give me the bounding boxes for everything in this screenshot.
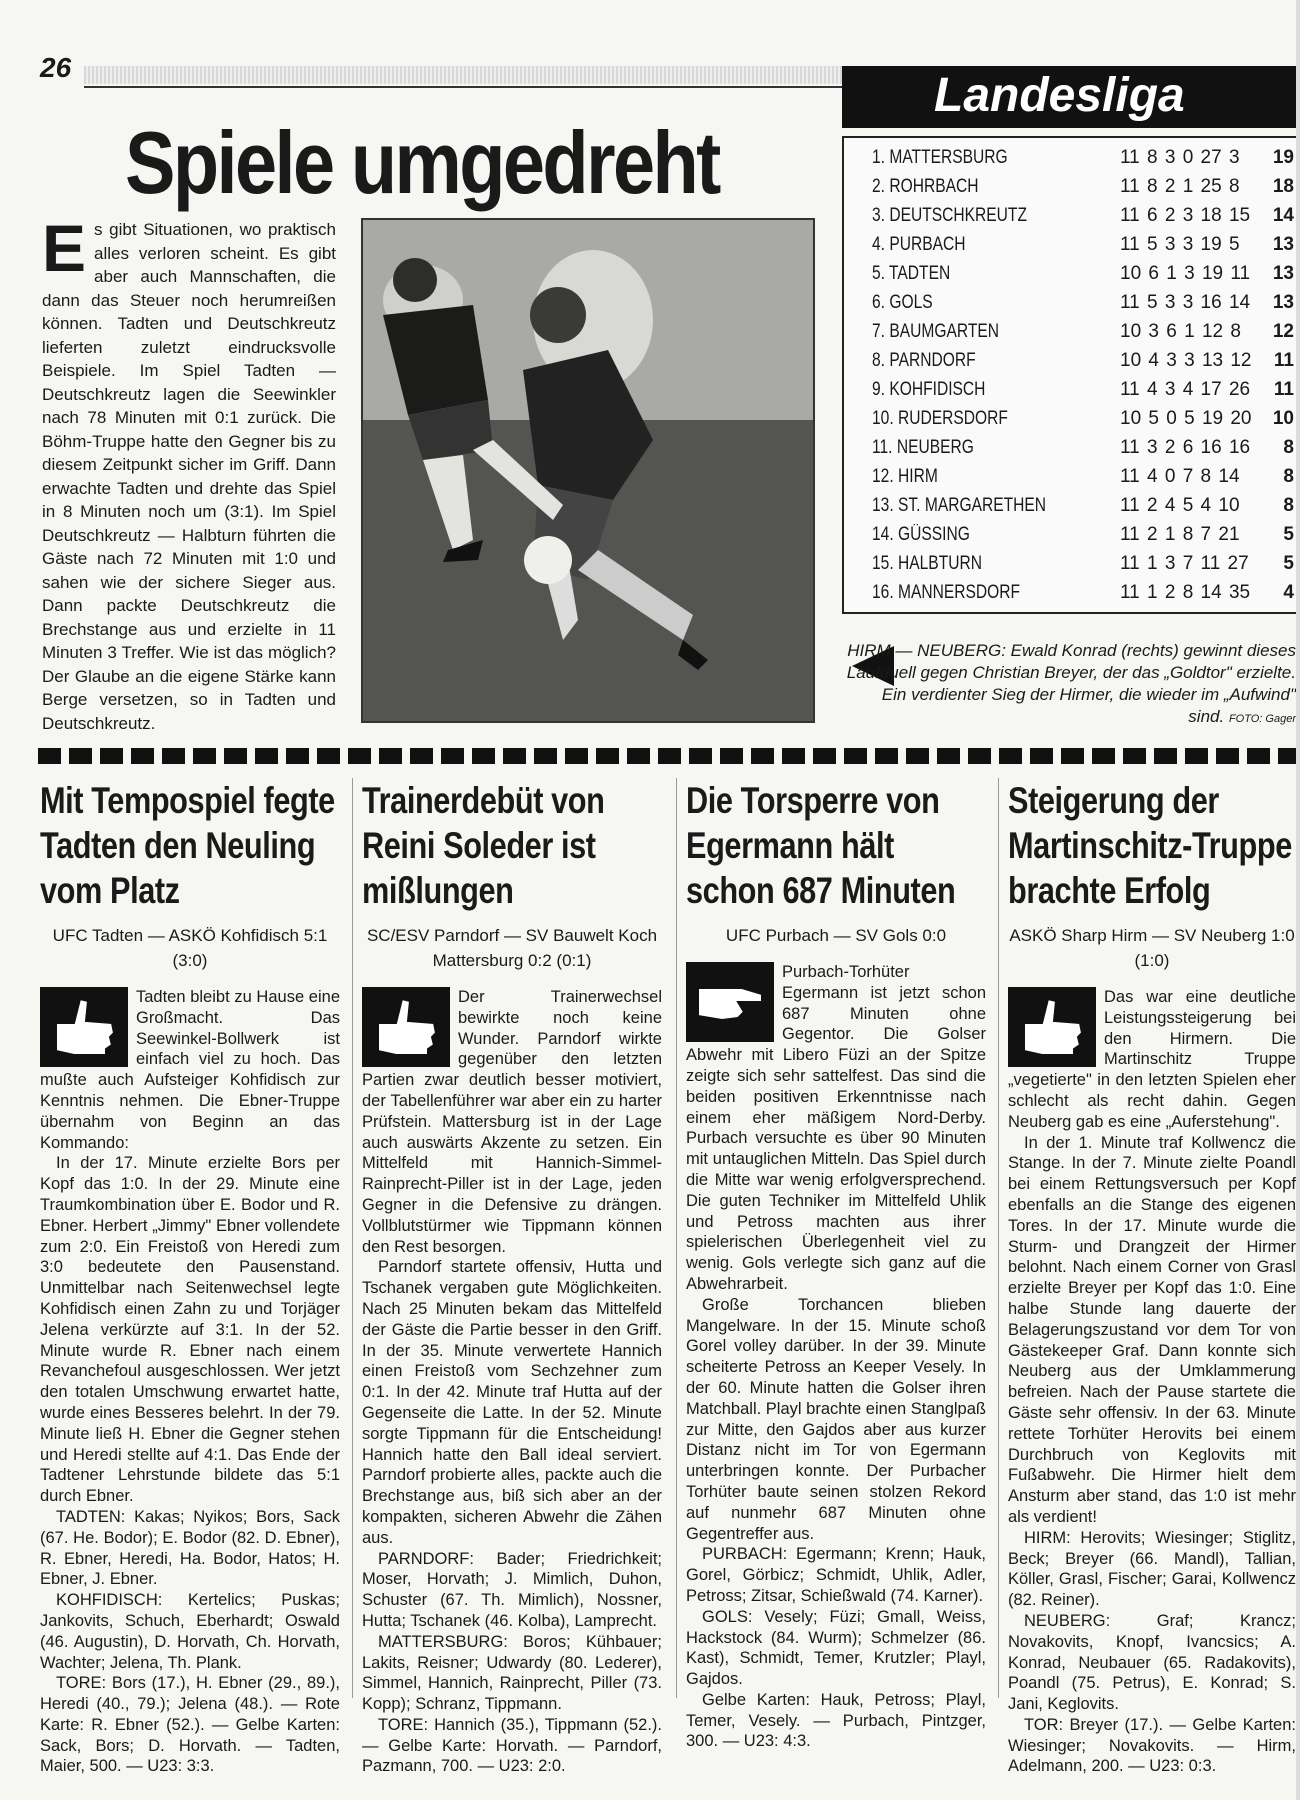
team-points: 11 (1273, 379, 1294, 400)
team-rank: 1. (872, 147, 886, 168)
photo-credit: FOTO: Gager (1228, 713, 1296, 725)
match-result: ASKÖ Sharp Hirm — SV Neuberg 1:0 (1:0) (1009, 926, 1295, 970)
match-facts: Gelbe Karten: Hauk, Petross; Playl, Temer, Vesely. — Purbach, Pintzger, 300. — U23: 4:3. (686, 1690, 986, 1751)
paragraph: Purbach-Torhüter Egermann ist jetzt schon 687 Minuten ohne Gegentor. Die Golser Abwehr mit Libero Füzi an der Spitze zeigte sich sehr sattelfest. Das sind die beiden positiven Erkenntnisse nach einem eher mäßigem Nord-Derby. Purbach versuchte es über 90 Minuten mit untauglichen Mitteln. Das Spiel durch die Mitte war wenig erfolgversprechend. Die guten Techniker im Mittelfeld Uhlik und Petross machten aus ihrer spielerischen Überlegenheit viel zu wenig. Gols verlegte sich ganz auf die Abwehrarbeit. (686, 963, 986, 1293)
article-title: Steigerung der Martinschitz-Truppe brachte Erfolg (1008, 780, 1292, 911)
lineup: PARNDORF: Bader; Friedrichkeit; Moser, Horvath; J. Mimlich, Duhon, Schuster (67. Th. Mimlich), Nossner, Hutta; Tschanek (46. Kolba), Lamprecht. (362, 1549, 662, 1630)
table-row (844, 347, 1300, 376)
table-row (844, 550, 1300, 579)
team-stats: 11 5 3 3 19 5 (1120, 234, 1240, 255)
team-points: 8 (1283, 466, 1294, 487)
team-stats: 11 8 2 1 25 8 (1120, 176, 1240, 197)
table-row (844, 463, 1300, 492)
team-points: 10 (1272, 408, 1294, 429)
article-body (362, 987, 662, 1777)
team-stats: 11 8 3 0 27 3 (1120, 147, 1240, 168)
team-label: HIRM (897, 466, 938, 487)
team-label: PARNDORF (889, 350, 976, 371)
team-stats: 10 5 0 5 19 20 (1120, 408, 1252, 429)
thumbs-up-icon (362, 987, 450, 1067)
match-photo (361, 218, 815, 723)
table-row (844, 231, 1300, 260)
section-divider (38, 748, 1300, 764)
football-players-illustration (363, 220, 813, 721)
thumb-sideways-icon (686, 962, 774, 1042)
table-row (844, 376, 1300, 405)
team-name (872, 144, 1008, 173)
team-label: RUDERSDORF (897, 408, 1008, 429)
team-name (872, 463, 938, 492)
team-points: 18 (1272, 176, 1294, 197)
team-rank: 16. (872, 582, 894, 603)
team-points: 12 (1272, 321, 1294, 342)
team-rank: 2. (872, 176, 886, 197)
table-row (844, 434, 1300, 463)
team-stats: 10 6 1 3 19 11 (1120, 263, 1251, 284)
team-label: MATTERSBURG (889, 147, 1008, 168)
team-rank: 5. (872, 263, 886, 284)
team-rank: 11. (872, 437, 893, 458)
team-rank: 10. (872, 408, 894, 429)
match-facts: TORE: Hannich (35.), Tippmann (52.). — Gelbe Karte: Horvath. — Parndorf, Pazmann, 700. — U23: 2:0. (362, 1715, 662, 1776)
team-name (872, 492, 1046, 521)
team-label: GOLS (889, 292, 933, 313)
match-result: SC/ESV Parndorf — SV Bauwelt Koch Mattersburg 0:2 (0:1) (366, 926, 658, 970)
team-label: MANNERSDORF (897, 582, 1021, 603)
team-points: 8 (1283, 495, 1294, 516)
article-body (686, 962, 986, 1752)
page-edge (1296, 0, 1300, 1800)
lineup: GOLS: Vesely; Füzi; Gmall, Weiss, Hackstock (84. Wurm); Schmelzer (86. Kast), Schmidt, Temer, Krutzler; Playl, Gajdos. (686, 1607, 986, 1689)
table-row (844, 579, 1300, 608)
team-name (872, 260, 950, 289)
team-points: 13 (1272, 263, 1294, 284)
thumbs-up-icon (1008, 987, 1096, 1067)
team-name (872, 434, 974, 463)
team-rank: 6. (872, 292, 886, 313)
team-label: BAUMGARTEN (889, 321, 999, 342)
team-label: HALBTURN (897, 553, 982, 574)
team-stats: 10 4 3 3 13 12 (1120, 350, 1252, 371)
match-facts: TORE: Bors (17.), H. Ebner (29., 89.), Heredi (40., 79.); Jelena (48.). — Rote Karte: R. Ebner (52.). — Gelbe Karten: Sack, Bors; D. Horvath. — Tadten, Maier, 500. — U23: 3:3. (40, 1674, 340, 1776)
paragraph: In der 1. Minute traf Kollwencz die Stange. In der 7. Minute zielte Poandl bei einem Rettungsversuch per Kopf ebenfalls an die Stange des eigenen Tores. In der 17. Minute wurde die Sturm- und Drangzeit der Hirmer belohnt. Nach einem Corner von Grasl erzielte Breyer per Kopf das 1:0. Eine halbe Stunde lang dauerte der Belagerungszustand vor dem Tor von Gästekeeper Graf. Dann konnte sich Neuberg aus der Umklammerung befreien. Nach der Pause startete die Gäste sehr offensiv. In der 63. Minute rettete Torhüter Herovits bei einem Durchbruch von Keglovits mit Fußabwehr. Die Hirmer hielt dem Ansturm aber stand, das 1:0 ist mehr als verdient! (1008, 1133, 1296, 1526)
match-facts: TOR: Breyer (17.). — Gelbe Karten: Wiesinger; Novakovits. — Hirm, Adelmann, 200. — U23: 0:3. (1008, 1715, 1296, 1776)
team-name (872, 347, 976, 376)
team-stats: 11 3 2 6 16 16 (1120, 437, 1251, 458)
team-name (872, 318, 999, 347)
team-name (872, 376, 985, 405)
dropcap: E (42, 211, 87, 285)
team-name (872, 579, 1020, 608)
paragraph: In der 17. Minute erzielte Bors per Kopf das 1:0. In der 29. Minute eine Traumkombination über E. Bodor und R. Ebner. Herbert „Jimmy" Ebner vollendete zum 2:0. Ein Freistoß von Heredi zum 3:0 bedeutete den Pausenstand. Unmittelbar nach Seitenwechsel legte Kohfidisch einen Zahn zu und Torjäger Jelena verkürzte auf 3:1. In der 52. Minute wurde R. Ebner nach einem Revanchefoul ausgeschlossen. Wer jetzt den totalen Umschwung erwartet hatte, wurde eines Besseres belehrt. In der 79. Minute ließ H. Ebner die Gegner stehen und Heredi stellte auf 4:1. Das Ende der Tadtener Lehrstunde bildete das 5:1 durch Ebner. (40, 1154, 340, 1506)
intro-text (42, 211, 336, 735)
paragraph: Das war eine deutliche Leistungssteigerung bei den Hirmern. Die Martinschitz Truppe „vegetierte" in den letzten Spielen eher schlecht als recht dahin. Gegen Neuberg gab es eine „Auferstehung". (1008, 988, 1296, 1131)
column-divider (998, 778, 999, 1698)
photo-caption (842, 640, 1296, 730)
lineup: HIRM: Herovits; Wiesinger; Stiglitz, Beck; Breyer (66. Mandl), Tallian, Köller, Grasl, Fischer; Garai, Kollwencz (82. Reiner). (1008, 1528, 1296, 1610)
table-row (844, 144, 1300, 173)
team-rank: 9. (872, 379, 886, 400)
paragraph: Große Torchancen blieben Mangelware. In der 15. Minute schoß Gorel volley darüber. In der 39. Minute scheiterte Petross an Keeper Vesely. In der 60. Minute hatten die Golser ihren Matchball. Playl brachte einen Stanglpaß zur Mitte, den Gajdos aber aus kurzer Distanz nicht im Tor von Egermann unterbringen konnte. Der Purbacher Torhüter baute seinen stolzen Rekord auf nunmehr 687 Minuten ohne Gegentreffer aus. (686, 1295, 986, 1543)
team-name (872, 202, 1027, 231)
article-parndorf (362, 778, 662, 1777)
lineup: NEUBERG: Graf; Krancz; Novakovits, Knopf, Ivancsics; A. Konrad, Neubauer (65. Radakovits), Poandl (75. Petrus), E. Konrad; S. Jani, Keglovits. (1008, 1611, 1296, 1714)
header-line (84, 86, 844, 88)
team-rank: 8. (872, 350, 886, 371)
team-name (872, 405, 1008, 434)
league-banner (842, 66, 1300, 128)
team-stats: 11 1 3 7 11 27 (1120, 553, 1249, 574)
article-title: Mit Tempospiel fegte Tadten den Neuling vom Platz (40, 780, 335, 911)
article-hirm (1008, 778, 1296, 1777)
column-divider (352, 778, 353, 1698)
team-name (872, 173, 978, 202)
lineup: PURBACH: Egermann; Krenn; Hauk, Gorel, Görbicz; Schmidt, Uhlik, Adler, Petross; Zitsar, Schießwald (74. Karner). (686, 1545, 986, 1605)
team-label: DEUTSCHKREUTZ (889, 205, 1027, 226)
paragraph: Parndorf startete offensiv, Hutta und Tschanek vergaben gute Möglichkeiten. Nach 25 Minuten bekam das Mittelfeld der Gäste die Partie besser in den Griff. In der 35. Minute verwertete Hannich einen Freistoß vom Sechzehner zum 0:1. In der 42. Minute traf Hutta auf der Gegenseite die Latte. In der 52. Minute sorgte Tippmann für die Entscheidung! Hannich hatte den Ball ideal serviert. Parndorf probierte alles, packte auch die Brechstange aus, biß sich aber an der kompakten, sicheren Abwehr die Zähen aus. (362, 1258, 662, 1547)
team-points: 19 (1272, 147, 1294, 168)
caption-text: HIRM — NEUBERG: Ewald Konrad (rechts) gewinnt dieses Laufduell gegen Christian Breyer, der das „Goldtor" erzielte. Ein verdienter Sieg der Hirmer, die wieder im „Aufwind" sind. (846, 641, 1296, 726)
table-row (844, 260, 1300, 289)
team-points: 5 (1283, 553, 1294, 574)
lineup: MATTERSBURG: Boros; Kühbauer; Lakits, Reisner; Udwardy (80. Lederer), Simmel, Hannich, Rainprecht, Piller (73. Kopp); Schranz, Tippmann. (362, 1632, 662, 1714)
article-body (1008, 987, 1296, 1777)
paragraph: Der Trainerwechsel bewirkte noch keine Wunder. Parndorf wirkte gegenüber den letzten Partien zwar deutlich besser motiviert, der Tabellenführer war aber ein zu harter Prüfstein. Mattersburg ist in der Lage auch auswärts Akzente zu setzen. Ein Mittelfeld mit Hannich-Simmel-Rainprecht-Piller ist in der Lage, jeden Gegner in die Defensive zu drängen. Vollblutstürmer wie Tippmann können den Rest besorgen. (362, 988, 662, 1256)
team-points: 14 (1272, 205, 1294, 226)
team-name (872, 550, 982, 579)
article-title: Die Torsperre von Egermann hält schon 687 Minuten (686, 780, 956, 911)
team-stats: 10 3 6 1 12 8 (1120, 321, 1241, 342)
team-points: 13 (1272, 292, 1294, 313)
column-divider (676, 778, 677, 1698)
league-table (842, 136, 1300, 614)
team-stats: 11 5 3 3 16 14 (1120, 292, 1251, 313)
table-row (844, 173, 1300, 202)
article-title: Trainerdebüt von Reini Soleder ist mißlungen (362, 780, 605, 911)
table-row (844, 405, 1300, 434)
team-stats: 11 2 4 5 4 10 (1120, 495, 1240, 516)
article-tadten (40, 778, 340, 1777)
team-rank: 12. (872, 466, 894, 487)
match-result: UFC Purbach — SV Gols 0:0 (725, 926, 947, 945)
team-label: TADTEN (889, 263, 951, 284)
team-points: 5 (1283, 524, 1294, 545)
team-label: GÜSSING (897, 524, 970, 545)
team-label: ROHRBACH (889, 176, 979, 197)
team-stats: 11 6 2 3 18 15 (1120, 205, 1251, 226)
intro-body: s gibt Situationen, wo praktisch alles verloren scheint. Es gibt aber auch Mannschaften, die dann das Steuer noch herumreißen können. Tadten und Deutschkreutz lieferten zuletzt eindrucksvolle Beispiele. Im Spiel Tadten — Deutschkreutz lagen die Seewinkler nach 78 Minuten mit 0:1 zurück. Die Böhm-Truppe hatte den Gegner bis zu diesem Zeitpunkt sicher im Griff. Dann erwachte Tadten und drehte das Spiel in 8 Minuten noch um (3:1). Im Spiel Deutschkreutz — Halbturn führten die Gäste nach 72 Minuten mit 1:0 und sahen wie der sichere Sieger aus. Dann packte Deutschkreutz die Brechstange aus und erzielte in 11 Minuten 3 Treffer. Wie ist das möglich? Der Glaube an die eigene Stärke kann Berge versetzen, so in Tadten und Deutschkreutz. (42, 220, 336, 733)
match-result: UFC Tadten — ASKÖ Kohfidisch 5:1 (3:0) (52, 926, 328, 970)
team-rank: 15. (872, 553, 894, 574)
lineup: TADTEN: Kakas; Nyikos; Bors, Sack (67. He. Bodor); E. Bodor (82. D. Ebner), R. Ebner, Heredi, Ha. Bodor, Hatos; H. Ebner, J. Ebner. (40, 1507, 340, 1589)
team-rank: 13. (872, 495, 894, 516)
team-rank: 4. (872, 234, 886, 255)
table-row (844, 318, 1300, 347)
team-label: ST. MARGARETHEN (897, 495, 1047, 516)
team-stats: 11 2 1 8 7 21 (1120, 524, 1240, 545)
team-points: 8 (1283, 437, 1294, 458)
league-title: Landesliga (934, 69, 1185, 122)
team-rank: 14. (872, 524, 894, 545)
team-stats: 11 4 3 4 17 26 (1120, 379, 1251, 400)
team-points: 4 (1283, 582, 1294, 603)
article-purbach (686, 778, 986, 1752)
team-points: 13 (1272, 234, 1294, 255)
header-rule (84, 66, 844, 84)
table-row (844, 521, 1300, 550)
lineup: KOHFIDISCH: Kertelics; Puskas; Jankovits, Schuch, Eberhardt; Oswald (46. Augustin), D. Horvath, Ch. Horvath, Wachter; Jelena, Th. Plank. (40, 1591, 340, 1672)
table-row (844, 492, 1300, 521)
team-name (872, 231, 966, 260)
team-name (872, 289, 933, 318)
team-stats: 11 1 2 8 14 35 (1120, 582, 1251, 603)
thumbs-up-icon (40, 987, 128, 1067)
main-headline: Spiele umgedreht (125, 113, 719, 212)
paragraph: Tadten bleibt zu Hause eine Großmacht. Das Seewinkel-Bollwerk ist einfach viel zu hoch. Das mußte auch Aufsteiger Kohfidisch zur Kenntnis nehmen. Die Ebner-Truppe übernahm von Beginn an das Kommando: (40, 988, 340, 1152)
team-stats: 11 4 0 7 8 14 (1120, 466, 1240, 487)
table-row (844, 289, 1300, 318)
page-number: 26 (40, 52, 72, 83)
table-row (844, 202, 1300, 231)
team-points: 11 (1273, 350, 1294, 371)
team-rank: 3. (872, 205, 886, 226)
team-label: PURBACH (889, 234, 966, 255)
team-label: NEUBERG (896, 437, 974, 458)
team-name (872, 521, 970, 550)
team-rank: 7. (872, 321, 886, 342)
article-body (40, 987, 340, 1777)
team-label: KOHFIDISCH (889, 379, 986, 400)
